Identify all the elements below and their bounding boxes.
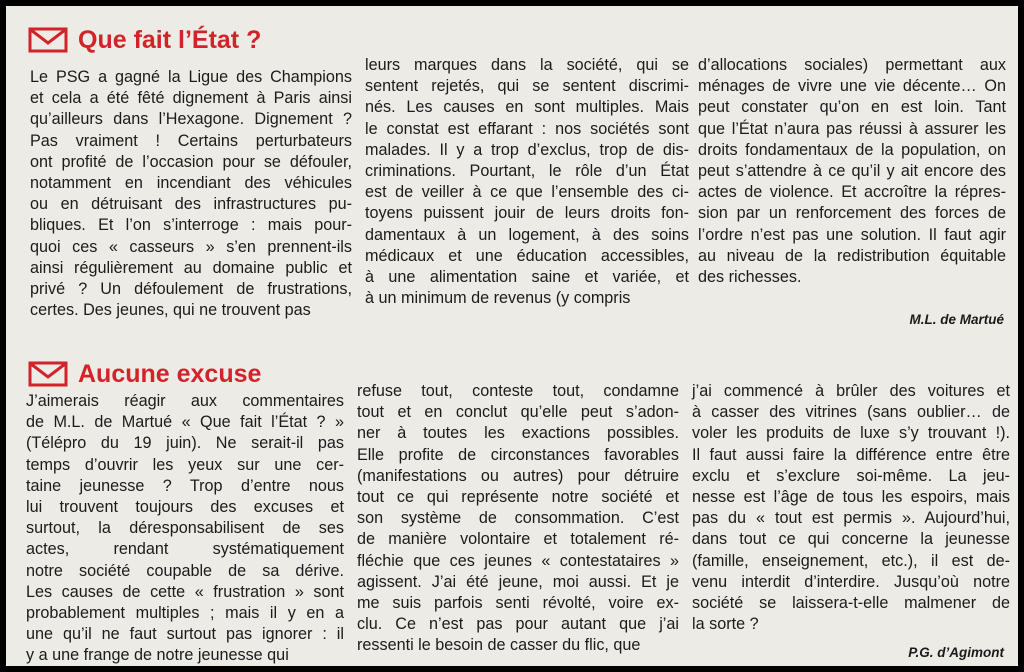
letter-column-2 [357,381,679,657]
letter-signature: P.G. d’Agimont [908,645,1004,660]
text-line: certes. Des jeunes, qui ne trouvent pas [30,301,311,320]
text-line: le constat est effarant : nos sociétés sont [365,119,689,138]
newspaper-clipping [6,6,1018,666]
text-line: Pas vraiment ! Certains perturbateurs [30,131,352,150]
text-line: temps d’ouvrir les yeux sur une cer- [26,455,344,474]
text-line: y a une frange de notre jeunesse qui [26,646,289,665]
text-line: quoi ces « casseurs » s’en prennent-ils [30,237,352,256]
text-line: droits fondamentaux de la population, on [698,140,1006,159]
letter-que-fait-letat [6,6,1018,346]
text-line: exclu et s’exclure soi-même. La jeu- [692,466,1010,485]
envelope-icon [28,360,68,388]
text-line: lui trouvent toujours des excuses et [26,498,344,517]
text-line: refuse tout, conteste tout, condamne [357,382,679,400]
text-line: ner à toutes les exactions possibles. [357,424,679,443]
text-line: privé ? Un défoulement de frustrations, [30,280,352,299]
text-line: à un minimum de revenus (y compris [365,289,631,308]
text-line: sentent rejetés, qui se sentent discrimi- [365,77,689,96]
letter-heading [28,359,261,389]
text-line: peut s’attendre à ce qu’il y ait encore des [698,162,1006,181]
text-line: l’ordre n’est pas une solution. Il faut agir [698,225,1006,244]
text-line: qu’ailleurs dans l’Hexagone. Dignement ? [30,110,352,129]
text-line: (Télépro du 19 juin). Ne serait-il pas [26,434,344,453]
text-line: ont profité de l’occasion pour se défouler, [30,152,352,171]
text-line: j’ai commencé à brûler des voitures et [692,382,1010,400]
text-line: peut constater qu’on en est loin. Tant [698,98,1006,117]
text-line: de M.L. de Martué « Que fait l’État ? » [26,413,344,432]
text-line: nesse est l’âge de tous les espoirs, mais [692,488,1010,507]
text-line: dans tout ce qui concerne la jeunesse [692,530,1010,549]
text-line: voler les produits de luxe s’y trouvant !). [692,424,1010,443]
text-line: et cela a été fêté dignement à Paris ainsi [30,89,352,108]
letter-column-2 [365,55,689,309]
text-line: ménages de vivre une vie décente… On [698,77,1006,96]
envelope-icon [28,26,68,54]
text-line: à une alimentation saine et variée, et [365,268,689,287]
text-line: Elle profite de circonstances favorables [357,445,679,464]
text-line: toyens puissent jouir de leurs droits fon- [365,204,689,223]
text-line: la sorte ? [692,615,759,634]
text-line: nés. Les causes en sont multiples. Mais [365,98,689,117]
letter-aucune-excuse [6,349,1018,666]
letter-title: Aucune excuse [78,360,262,388]
letter-signature: M.L. de Martué [909,312,1004,327]
text-line: probablement multiples ; mais il y en a [26,604,344,623]
text-line: Les causes de cette « frustration » sont [26,582,344,601]
text-line: surtout, la déresponsabilisent de ses [26,519,344,538]
text-line: une qu’il ne faut surtout pas ignorer : il [26,625,344,644]
text-line: venu interdit d’interdire. Jusqu’où notre [692,572,1010,591]
text-line: société se laissera-t-elle malmener de [692,594,1010,613]
letter-title: Que fait l’État ? [78,26,262,54]
text-line: tout et en conclut qu’elle peut s’adon- [357,403,679,422]
text-line: tout ce qui représente notre société et [357,488,679,507]
letter-column-3 [692,381,1010,635]
text-line: criminations. Pourtant, le rôle d’un État [365,162,689,181]
text-line: médicaux et une éducation accessibles, [365,246,689,265]
text-line: notamment en incendiant des véhicules [30,174,352,193]
text-line: à casser des vitrines (sans oublier… de [692,403,1010,422]
text-line: son système de consommation. C’est [357,509,679,528]
text-line: actes, rendant systématiquement [26,540,344,559]
text-line: leurs marques dans la société, qui se [365,56,689,74]
text-line: ressenti le besoin de casser du flic, que [357,636,641,655]
text-line: notre société coupable de sa dérive. [26,561,344,580]
text-line: que l’État n’aura pas réussi à assurer les [698,119,1006,138]
text-line: sion par un renforcement des forces de [698,204,1006,223]
text-line: est de veiller à ce que l’ensemble des ci- [365,183,689,202]
text-line: Le PSG a gagné la Ligue des Champions [30,68,352,86]
text-line: clu. Ce n’est pas pour autant que j’ai [357,615,679,634]
text-line: damentaux à un logement, à des soins [365,225,689,244]
text-line: malades. Il y a trop d’exclus, trop de dis- [365,140,689,159]
text-line: au niveau de la redistribution équitable [698,246,1006,265]
text-line: fléchie que ces jeunes « contestataires » [357,551,679,570]
letter-column-1 [26,391,344,666]
letter-column-3 [698,55,1006,288]
text-line: de manière volontaire et totalement ré- [357,530,679,549]
text-line: Il faut aussi faire la différence entre être [692,445,1010,464]
text-line: agissent. J’ai été jeune, moi aussi. Et je [357,572,679,591]
text-line: me suis parfois senti révolté, voire ex- [357,594,679,613]
text-line: des richesses. [698,268,802,287]
text-line: ou en détruisant des infrastructures pu- [30,195,352,214]
text-line: bliques. Et l’on s’interroge : mais pour- [30,216,352,235]
text-line: ainsi régulièrement au domaine public et [30,258,352,277]
letter-heading [28,25,261,55]
text-line: J’aimerais réagir aux commentaires [26,392,344,410]
text-line: (famille, enseignement, etc.), il est de- [692,551,1010,570]
text-line: d’allocations sociales) permettant aux [698,56,1006,74]
text-line: pas du « tout est permis ». Aujourd’hui, [692,509,1010,528]
text-line: actes de violence. Et accroître la répres- [698,183,1006,202]
text-line: taine jeunesse ? Trop d’entre nous [26,476,344,495]
text-line: (manifestations ou autres) pour détruire [357,466,679,485]
letter-column-1 [30,67,352,321]
